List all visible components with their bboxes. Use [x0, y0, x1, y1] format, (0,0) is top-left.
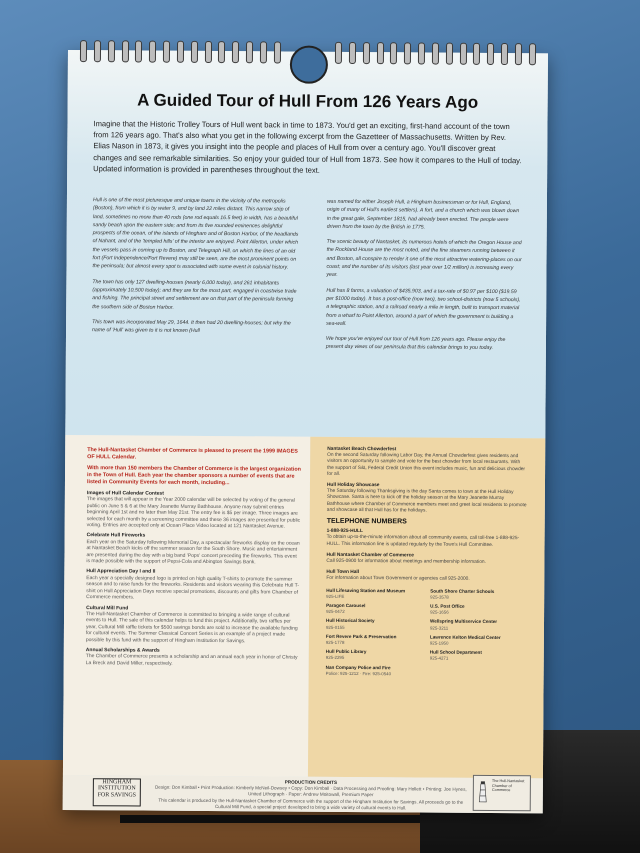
footer-credits	[151, 779, 471, 812]
phone-name: 1-888-925-HULL	[326, 529, 363, 535]
events-and-phones	[326, 447, 528, 678]
phone-name: Hull Public Library	[325, 649, 367, 655]
calendar-page	[63, 50, 548, 813]
phone-entry	[430, 604, 526, 617]
spiral-coil	[404, 42, 411, 64]
phone-entry	[326, 618, 422, 631]
spiral-coil	[473, 43, 480, 65]
spiral-coil	[349, 42, 356, 64]
phone-list	[326, 587, 527, 678]
spiral-coil	[363, 42, 370, 64]
tour-column-right	[326, 198, 523, 360]
phone-number: 925-4271	[429, 656, 449, 662]
phone-name: Hull Historical Society	[326, 618, 375, 624]
footer-note: This calendar is produced by the Hull-Nantasket Chamber of Commerce with the support of the Hingham Institution for Savings. All proceeds go to the Cultural Mill Fund, a special project developed to bring a wide variety of cultural events to Hull.	[158, 797, 464, 811]
phone-number: 925-1656	[430, 609, 449, 615]
event-title: Annual Scholarships & Awards	[85, 647, 160, 654]
phone-entry	[430, 588, 526, 601]
phone-number: 925-3578	[430, 594, 449, 600]
event-title: Cultural Mill Fund	[86, 604, 129, 611]
chamber-logo	[473, 775, 531, 811]
phone-entry	[326, 634, 422, 647]
phone-number: 925-3211	[429, 625, 449, 631]
phone-number: 925-2295	[325, 655, 345, 661]
tour-paragraph: The scenic beauty of Nantasket, its numerous hotels of which the Oregon House and the Rockland House are the most noted, and the fine steamers running between it and Boston, all conspire to render it one of the most attractive watering-places on our coast; and the number of its visitors (last year over 1/2 million) is increasing every year.	[326, 238, 522, 279]
spiral-coil	[460, 43, 467, 65]
event-title: Hull Appreciation Day I and II	[86, 568, 156, 576]
floor-strip	[120, 815, 420, 823]
page-title: A Guided Tour of Hull From 126 Years Ago	[137, 90, 479, 112]
phone-entry	[430, 650, 526, 663]
phone-entry	[326, 665, 422, 678]
tour-paragraph: This town was incorporated May 29, 1644. It then had 20 dwelling-houses; but why the name of 'Hull' was given to it is not known (Hull	[92, 319, 291, 335]
spiral-coil	[232, 41, 239, 63]
spiral-coil	[529, 43, 536, 65]
spiral-coil	[191, 41, 198, 63]
spiral-coil	[432, 43, 439, 65]
event-text: The Chamber of Commerce presents a scholarship and an annual each year in honor of Christy La Breck and David Miller, respectively.	[85, 653, 298, 667]
event-text: The images that will appear in the Year 2000 calendar will be selected by voting of the general public on June 5 & 6 at the Mary Jeanette Murray Bathhouse. Anyone may submit entries beginning April 1st and no later than May 21st. The entry fee is $5 per image. Three images are selected for each month by a screening committee and these 36 images are presented for public voting. Entries are accepted only at Ocean Place Video located at 121 Nantasket Avenue.	[86, 496, 301, 530]
spiral-coil	[121, 40, 128, 62]
chamber-lead: The Hull-Nantasket Chamber of Commerce is pleased to present the 1999 IMAGES OF HULL Calendar.	[87, 447, 298, 461]
event-section	[86, 605, 301, 645]
phone-number: 925-1778	[325, 639, 345, 646]
event-text: The Saturday following Thanksgiving is the day Santa comes to town at the Hull Holiday Showcase. Santa is here to kick off the holiday season at the Mary Jeanette Murray Bathhouse where Chamber of Commerce members meet and greet local residents to promote and showcase all that Hull has for the holidays.	[326, 489, 527, 514]
phone-name: Wellspring Multiservice Center	[430, 619, 498, 625]
spiral-coil	[218, 41, 225, 63]
spiral-coil	[205, 41, 212, 63]
spiral-coil	[246, 41, 253, 63]
telephone-heading: TELEPHONE NUMBERS	[326, 517, 407, 526]
phone-name: Nan Company Police and Fire	[325, 664, 391, 670]
hingham-savings-logo	[93, 778, 141, 806]
event-text: Each year on the Saturday following Memorial Day, a spectacular fireworks display on the ocean at Nantasket Beach kicks off the summer season for the South Shore. Music and entertainment are presented during the day with a big band 'Pops' concert preceding the fireworks. This event is made possible with the support of Pepsi-Cola and Abington Savings Bank.	[86, 538, 300, 566]
spiral-coil	[260, 41, 267, 63]
spiral-coil	[149, 41, 156, 63]
phone-number: 925-0472	[326, 609, 345, 615]
phone-name: Hull Nantasket Chamber of Commerce	[326, 552, 414, 559]
phone-entry	[326, 603, 422, 616]
spiral-coil	[376, 42, 383, 64]
lighthouse-icon	[477, 780, 489, 804]
phone-name: Hull Town Hall	[326, 570, 360, 576]
event-title: Images of Hull Calendar Contest	[86, 490, 164, 497]
event-text: The Hull-Nantasket Chamber of Commerce is committed to bringing a wide range of cultural events to Hull. The sale of this calendar helps to fund this project. Additionally, two raffles per year, Cultural Mill raffle tickets for $500 savings bonds are sold to increase the available funding for cultural events. The Summer Classical Concert Series is an example of a project made possible by this fund with the support of Hingham Institution for Savings.	[85, 611, 298, 644]
spiral-coil	[108, 40, 115, 62]
event-text: Each year a specially designed logo is printed on high quality T-shirts to promote the summer season and to raise funds for the fireworks. Residents and visitors wearing this Celebrate Hull T-shirt on Hull Appreciation Days receive special promotions, discounts and gifts from Chamber of Commerce members.	[86, 575, 300, 601]
phone-entry	[326, 587, 422, 600]
tour-paragraph: The town has only 127 dwelling-houses (nearly 6,000 today), and 261 inhabitants (approximately 10,500 today); and they are for the most part, engaged in coastwise trade and fishing. The principal street and settlement are on that part of the peninsula forming the southern side of Boston Harbor.	[92, 278, 297, 311]
phone-text: Call 925-0900 for information about meetings and membership information.	[326, 558, 486, 565]
phone-text: For information about Town Government or agencies call 925-2000.	[326, 576, 470, 583]
spiral-coil	[177, 41, 184, 63]
spiral-coil	[135, 40, 142, 62]
tour-paragraph: was named for either Joseph Hull, a Hingham businessman or for Hull, England, origin of many of Hull's earliest settlers). A fort, and a church which was blown down in the great gale, September 1815, had already been erected. The people were driven from the town by the British in 1775.	[326, 198, 520, 231]
phone-name: Fort Revere Park & Preservation	[325, 633, 397, 640]
event-section	[86, 569, 301, 603]
chamber-logo-text: The Hull-Nantasket Chamber of Commerce	[491, 778, 525, 793]
spiral-coil	[390, 42, 397, 64]
spiral-coil	[446, 43, 453, 65]
intro-paragraph: Imagine that the Historic Trolley Tours of Hull went back in time to 1873. You'd get an exciting, first-hand account of the town from 126 years ago. That's also what you get in the following excerpt from the Gazetteer of Massachusetts. Written by Rev. Elias Nason in 1873, it gives you insight into the people and places of Hull from over a century ago. You'll discover great changes and see remarkable similarities. So enjoy your guided tour of Hull from 1873. See how it compares to the Hull of today. Updated information is provided in parentheses throughout the text.	[93, 119, 522, 175]
phone-name: U.S. Post Office	[430, 603, 465, 609]
credits-heading: PRODUCTION CREDITS	[284, 779, 338, 785]
spiral-coil	[274, 41, 281, 63]
tour-paragraph: Hull has 8 farms, a valuation of $435,903, and a tax-rate of $0.97 per $100 ($19.59 per $1000 today). It has a post-office (now two), two school-districts (now 5 schools), a telegraphic station, and a railroad nearly a mile in length, built to transport material from a wharf to Point Allerton, around a part of which the government is building a sea-wall.	[326, 287, 521, 327]
hanger-hole	[290, 46, 328, 84]
chamber-info	[86, 447, 303, 668]
chamber-lead-members: With more than 150 members the Chamber of Commerce is the largest organization in the Town of Hull. Each year the chamber sponsors a number of events that are listed in Community Events for each month, including...	[86, 465, 301, 487]
tour-column-left	[92, 196, 301, 343]
event-title: Celebrate Hull Fireworks	[86, 532, 146, 539]
spiral-coil	[80, 40, 87, 62]
event-section	[86, 647, 301, 668]
phone-name: Paragon Carousel	[326, 602, 366, 609]
credits-text: Design: Don Kimball • Print Production: Kimberly McNeil-Dowsey • Copy: Don Kimball · Data Processing and Proofing: Mary Hollett • Printing: Joe Hynes, United Lithograph · Paper: Andrew Moitowall, Premium Paper	[154, 784, 467, 798]
event-text: On the second Saturday following Labor Day, the Annual Chowderfest gives residents and visitors an opportunity to sample and vote for the best chowder from local restaurants. With the support of S&L Federal Credit Union this event includes music, fun and delicious chowder for all.	[327, 453, 526, 477]
spiral-coil	[94, 40, 101, 62]
phone-name: Hull School Department	[429, 649, 482, 656]
phone-text: To obtain up-to-the-minute information about all community events, call toll-free 1-888-925-HULL. This information line is updated regularly by the Town's Hull Committee.	[326, 535, 520, 548]
phone-entry	[430, 619, 526, 632]
event-title: Hull Holiday Showcase	[326, 482, 380, 489]
event-title: Nantasket Beach Chowderfest	[327, 446, 397, 453]
spiral-coil	[515, 43, 522, 65]
phone-name: Hull Lifesaving Station and Museum	[326, 587, 406, 594]
tour-paragraph: Hull is one of the most picturesque and unique towns in the vicinity of the metropolis (Boston), from which it is by water 9, and by land 22 miles distant. This narrow strip of land, sometimes no more than 40 rods (one rod equals 16.5 feet) in width, has a beautiful sandy beach upon the eastern side; and from its five rounded eminences delightful prospects of the ocean, of the islands of Hingham and of Boston Harbor, of the headlands of Nahant, and of the 'templed hills' of the interior are enjoyed. Point Allerton, under which the vessels pass in coming up to Boston, and Telegraph Hill, on which the lines of an old fort (Fort Independence/Fort Revere) may still be seen, are the most prominent points on the peninsula; but almost every spot is associated with some event in colonial history.	[92, 197, 299, 271]
phone-name: Lawrence Kelton Medical Center	[429, 634, 501, 640]
phone-number: 925-1950	[429, 640, 449, 646]
spiral-coil	[335, 42, 342, 64]
spiral-coil	[418, 42, 425, 64]
phone-number: 925-0155	[325, 624, 345, 630]
phone-number: 925-LIFE	[326, 593, 345, 599]
event-section	[87, 490, 302, 530]
tour-paragraph: We hope you've enjoyed our tour of Hull from 126 years ago. Please enjoy the present day views of our peninsula that this calendar brings to you today.	[325, 335, 506, 352]
event-section	[86, 533, 301, 567]
spiral-coil	[163, 41, 170, 63]
hingham-logo-text: HINGHAM INSTITUTION FOR SAVINGS	[97, 779, 137, 799]
spiral-coil	[501, 43, 508, 65]
spiral-coil	[487, 43, 494, 65]
phone-number: Police: 925-1212 · Fire: 925-0540	[325, 670, 392, 677]
phone-entry	[326, 649, 422, 662]
phone-name: South Shore Charter Schools	[430, 588, 495, 594]
phone-entry	[430, 634, 526, 647]
